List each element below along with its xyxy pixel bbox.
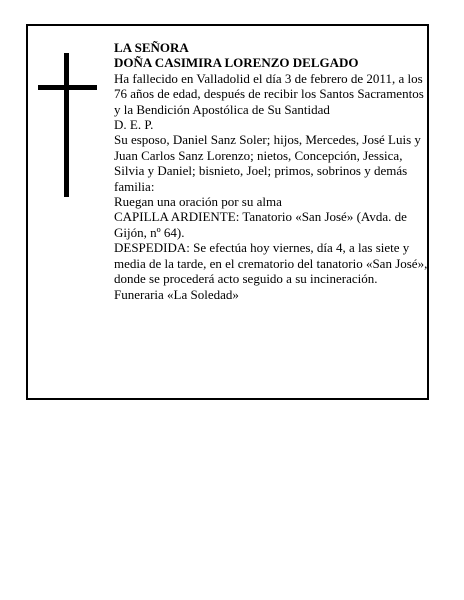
deceased-name: DOÑA CASIMIRA LORENZO DELGADO [114, 55, 359, 71]
cross-horizontal-bar [38, 85, 97, 90]
farewell-info: DESPEDIDA: Se efectúa hoy viernes, día 4, a las siete y media de la tarde, en el crematorio del tanatorio «San José», donde se procederá acto seguido a su incineración. [114, 240, 428, 287]
prayer-request: Ruegan una oración por su alma [114, 194, 282, 210]
family-statement: Su esposo, Daniel Sanz Soler; hijos, Mercedes, José Luis y Juan Carlos Sanz Lorenzo; nietos, Concepción, Jessica, Silvia y Daniel; bisnieto, Joel; primos, sobrinos y demás familia: [114, 132, 421, 194]
notice-title: LA SEÑORA [114, 40, 189, 55]
obituary-text-block [114, 40, 429, 302]
cross-vertical-bar [64, 53, 69, 197]
funeral-home: Funeraria «La Soledad» [114, 286, 239, 302]
chapel-info: CAPILLA ARDIENTE: Tanatorio «San José» (Avda. de Gijón, nº 64). [114, 209, 407, 240]
death-statement: Ha fallecido en Valladolid el día 3 de febrero de 2011, a los 76 años de edad, después de recibir los Santos Sacramentos y la Bendición Apostólica de Su Santidad [114, 70, 424, 117]
rip-text: D. E. P. [114, 117, 154, 133]
latin-cross-icon [38, 53, 97, 197]
